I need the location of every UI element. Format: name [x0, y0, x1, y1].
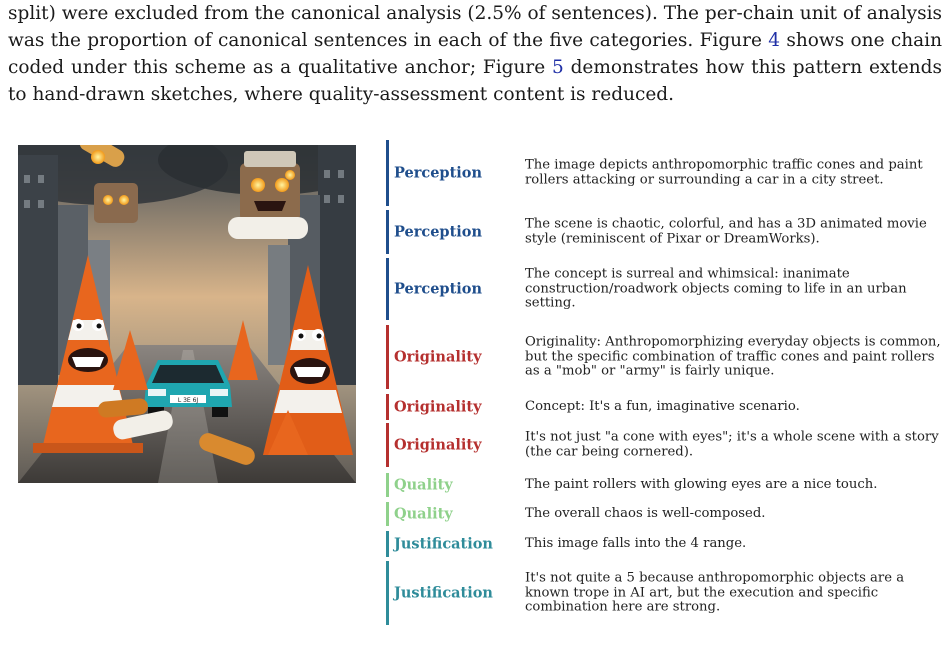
illustration	[18, 145, 356, 483]
category-label: Originality	[394, 348, 482, 366]
figure-reference-link[interactable]: 5	[551, 57, 564, 78]
coded-row	[386, 325, 944, 389]
sentence-text: The scene is chaotic, colorful, and has a 3D animated movie style (reminiscent of Pixar or DreamWorks).	[525, 216, 927, 246]
sentence-text: The concept is surreal and whimsical: inanimate construction/roadwork objects coming to life in an urban setting.	[525, 266, 907, 311]
coded-row	[386, 423, 944, 467]
cut-off-caption-line	[386, 652, 806, 660]
sentence-text: The image depicts anthropomorphic traffic cones and paint rollers attacking or surrounding a car in a city street.	[525, 157, 923, 187]
sentence-text: It's not just "a cone with eyes"; it's a whole scene with a story (the car being cornered).	[525, 429, 939, 459]
category-label: Originality	[394, 398, 482, 416]
coded-row	[386, 502, 944, 526]
category-label: Justification	[394, 584, 493, 602]
sentence-text: This image falls into the 4 range.	[525, 535, 747, 551]
category-label: Perception	[394, 164, 482, 182]
coded-row	[386, 561, 944, 625]
coded-row	[386, 210, 944, 254]
coded-row	[386, 531, 944, 557]
category-label: Perception	[394, 223, 482, 241]
category-bar	[386, 531, 389, 557]
sentence-text: The paint rollers with glowing eyes are a nice touch.	[525, 476, 878, 492]
category-bar	[386, 210, 389, 254]
sentence-text: The overall chaos is well-composed.	[525, 505, 766, 521]
category-bar	[386, 561, 389, 625]
sentence-text: Originality: Anthropomorphizing everyday objects is common, but the specific combination of traffic cones and paint rollers as a "mob" or "army" is fairly unique.	[525, 334, 941, 379]
coded-row	[386, 140, 944, 206]
category-bar	[386, 394, 389, 420]
sentence-text: It's not quite a 5 because anthropomorphic objects are a known trope in AI art, but the execution and specific combination here are strong.	[525, 570, 905, 615]
coded-row	[386, 394, 944, 420]
category-bar	[386, 473, 389, 497]
category-bar	[386, 423, 389, 467]
category-bar	[386, 325, 389, 389]
category-bar	[386, 502, 389, 526]
figure-image-traffic-cones	[18, 145, 356, 483]
intro-text-3: demonstrates how this pattern extends to hand-drawn sketches, where quality-assessment content is reduced.	[8, 57, 942, 105]
category-label: Justification	[394, 535, 493, 553]
category-label: Quality	[394, 476, 453, 494]
sentence-text: Concept: It's a fun, imaginative scenario.	[525, 398, 800, 414]
category-bar	[386, 140, 389, 206]
category-label: Originality	[394, 436, 482, 454]
category-bar	[386, 258, 389, 320]
intro-paragraph	[8, 0, 942, 108]
intro-text-1: split) were excluded from the canonical analysis (2.5% of sentences). The per-chain unit of analysis was the proportion of canonical sentences in each of the five categories. Figure	[8, 3, 942, 51]
category-label: Perception	[394, 280, 482, 298]
figure-reference-link[interactable]: 4	[768, 30, 780, 51]
coded-row	[386, 473, 944, 497]
coded-row	[386, 258, 944, 320]
category-label: Quality	[394, 505, 453, 523]
intro-text-2: shows one chain coded under this scheme as a qualitative anchor; Figure	[8, 30, 942, 78]
license-plate: L 3E 6J	[177, 397, 199, 404]
